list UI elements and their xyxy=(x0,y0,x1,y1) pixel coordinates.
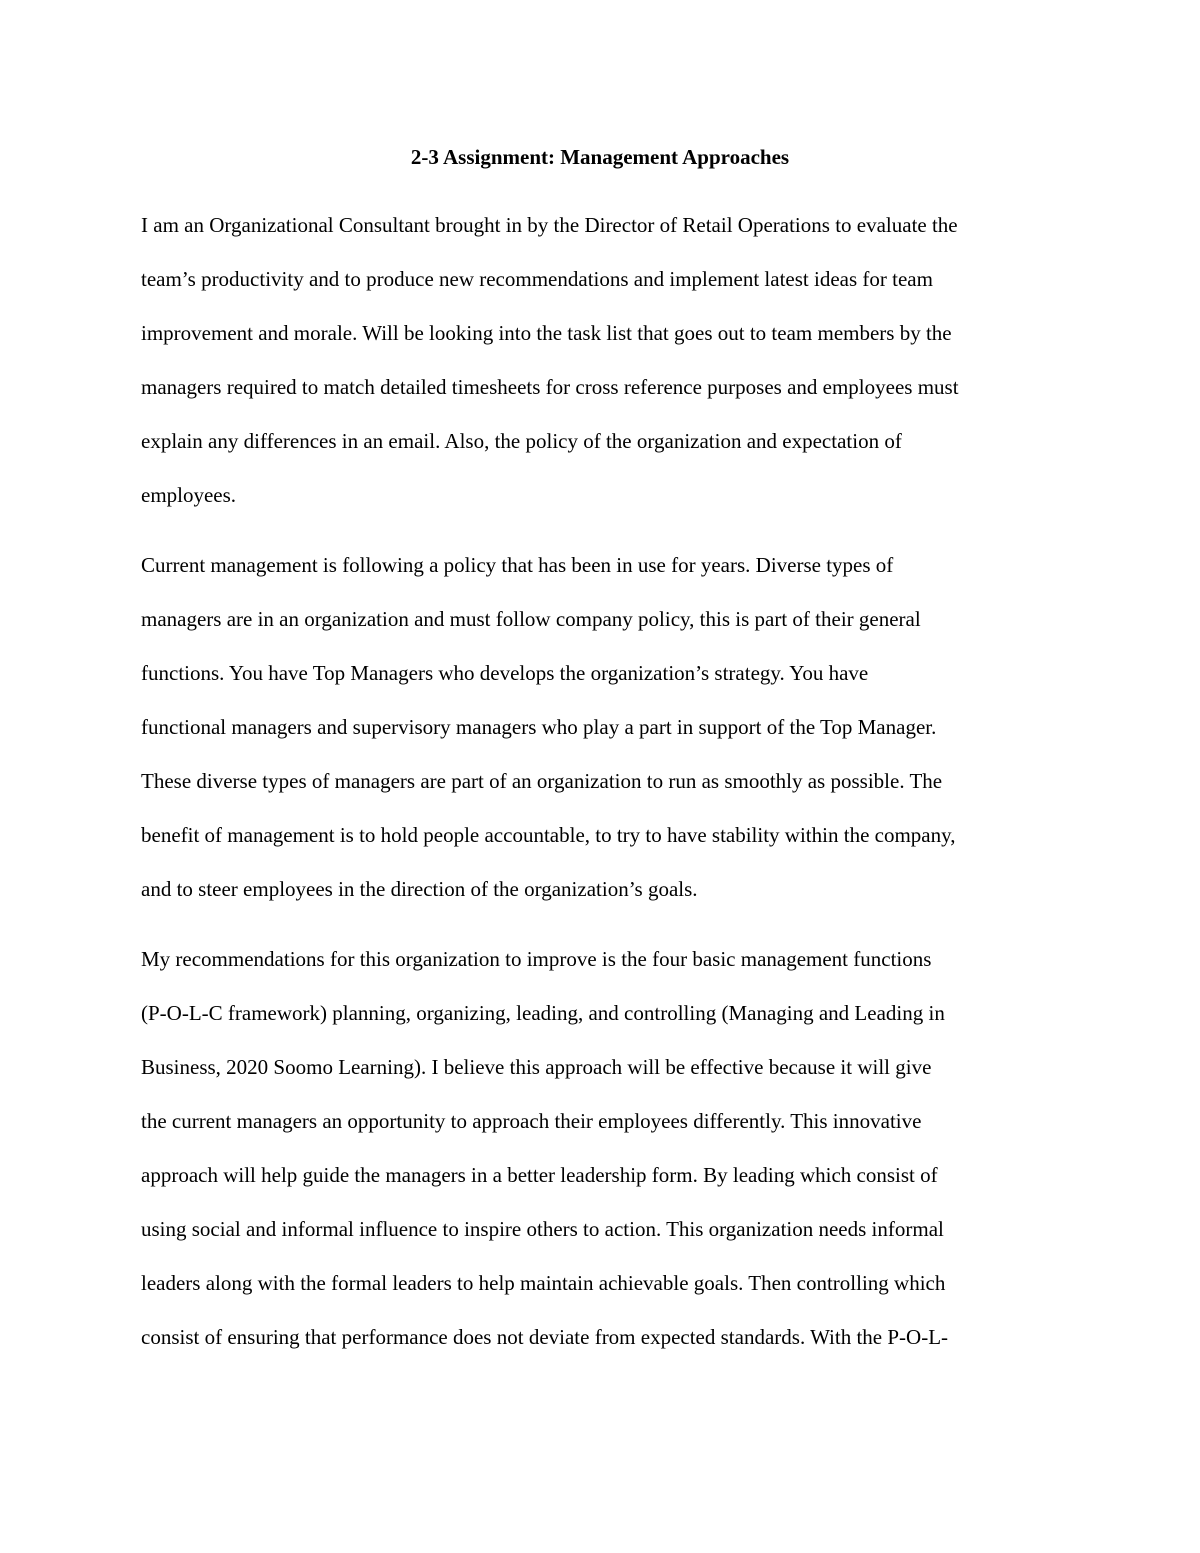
paragraph-2-line-5: These diverse types of managers are part of an organization to run as smoothly as possible. The xyxy=(141,769,943,793)
paragraph-3-line-5: approach will help guide the managers in a better leadership form. By leading which consist of xyxy=(141,1163,938,1187)
paragraph-2-line-7: and to steer employees in the direction of the organization’s goals. xyxy=(141,877,698,901)
paragraph-3-line-8: consist of ensuring that performance does not deviate from expected standards. With the P-O-L- xyxy=(141,1325,949,1349)
paragraph-3-line-4: the current managers an opportunity to approach their employees differently. This innovative xyxy=(141,1109,922,1133)
paragraph-1-line-2: team’s productivity and to produce new recommendations and implement latest ideas for team xyxy=(141,267,933,291)
paragraph-1-line-5: explain any differences in an email. Also, the policy of the organization and expectation of xyxy=(141,429,902,453)
paragraph-1-line-4: managers required to match detailed timesheets for cross reference purposes and employees must xyxy=(141,375,959,399)
paragraph-3-line-3: Business, 2020 Soomo Learning). I believe this approach will be effective because it will give xyxy=(141,1055,932,1079)
paragraph-2-line-2: managers are in an organization and must follow company policy, this is part of their general xyxy=(141,607,921,631)
paragraph-3-line-7: leaders along with the formal leaders to help maintain achievable goals. Then controlling which xyxy=(141,1271,946,1295)
paragraph-2-line-3: functions. You have Top Managers who develops the organization’s strategy. You have xyxy=(141,661,869,685)
paragraph-1-line-1: I am an Organizational Consultant brought in by the Director of Retail Operations to evaluate the xyxy=(141,213,958,237)
paragraph-2-line-1: Current management is following a policy that has been in use for years. Diverse types of xyxy=(141,553,894,577)
paragraph-1-line-6: employees. xyxy=(141,483,237,507)
paragraph-3-line-2: (P-O-L-C framework) planning, organizing, leading, and controlling (Managing and Leading in xyxy=(141,1001,945,1025)
paragraph-2-line-6: benefit of management is to hold people accountable, to try to have stability within the company, xyxy=(141,823,956,847)
paragraph-3-line-6: using social and informal influence to inspire others to action. This organization needs informal xyxy=(141,1217,944,1241)
page-title: 2-3 Assignment: Management Approaches xyxy=(410,145,790,169)
paragraph-2-line-4: functional managers and supervisory managers who play a part in support of the Top Manager. xyxy=(141,715,937,739)
paragraph-1-line-3: improvement and morale. Will be looking into the task list that goes out to team members by the xyxy=(141,321,952,345)
paragraph-3-line-1: My recommendations for this organization to improve is the four basic management functions xyxy=(141,947,932,971)
